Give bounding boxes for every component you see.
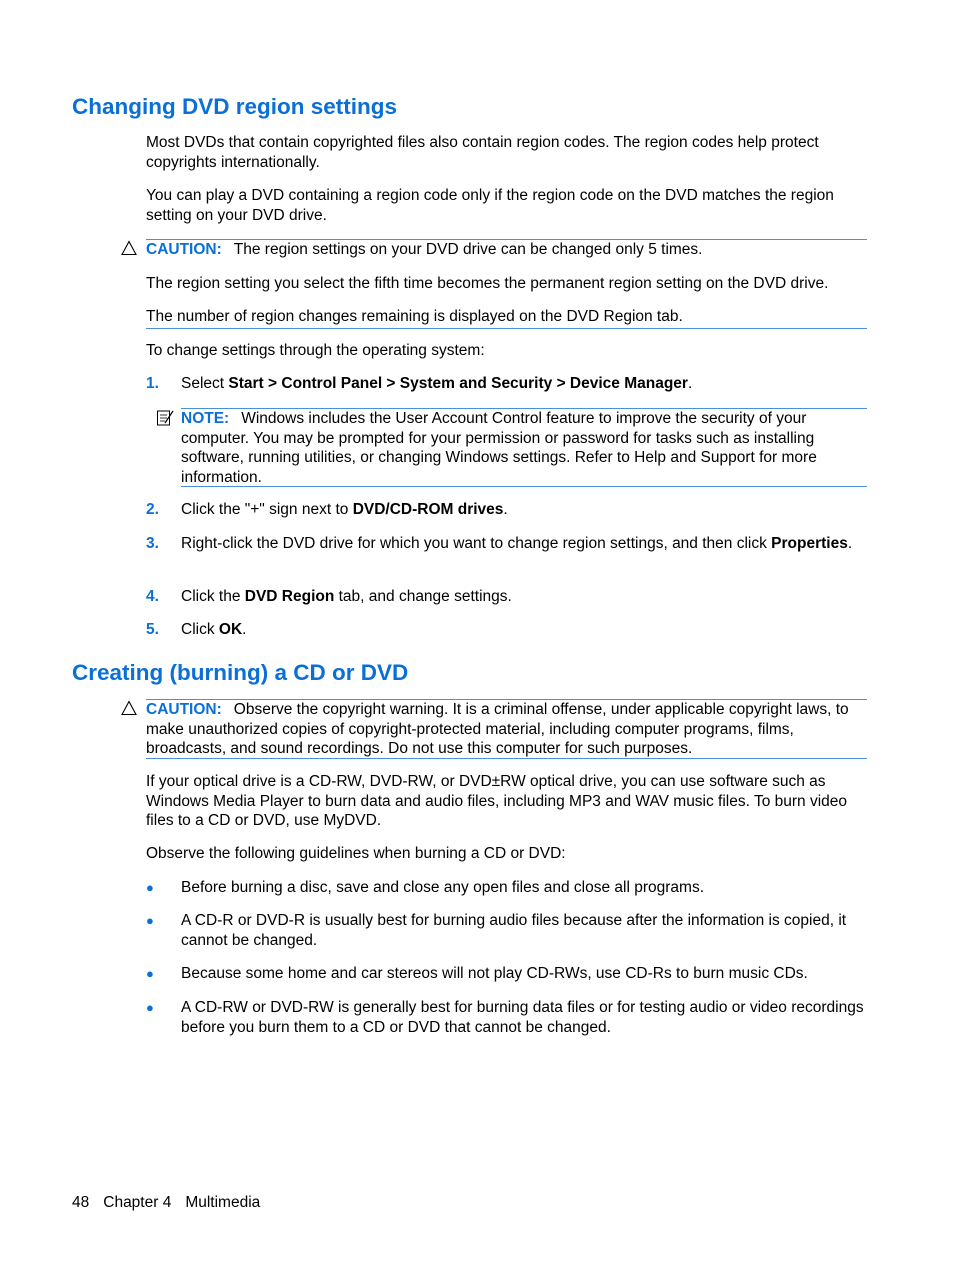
- note-pad-icon: [156, 409, 174, 427]
- section-heading-dvd-region: Changing DVD region settings: [72, 94, 398, 119]
- paragraph: You can play a DVD containing a region code only if the region code on the DVD matches the region setting on your DVD drive.: [146, 187, 834, 224]
- warning-triangle-icon: [121, 700, 137, 716]
- step-text: Click OK.: [181, 621, 247, 638]
- step-number: 3.: [146, 535, 159, 552]
- caution-text: Observe the copyright warning. It is a criminal offense, under applicable copyright laws, to make unauthorized copies of copyright-protected material, including computer programs, films, broadcasts, and sound recordings. Do not use this computer for such purposes.: [146, 701, 849, 757]
- page-footer: [72, 1193, 274, 1213]
- chapter-title: Multimedia: [185, 1194, 261, 1211]
- step-number: 1.: [146, 375, 159, 392]
- section-heading-burning: Creating (burning) a CD or DVD: [72, 660, 409, 685]
- list-item: A CD-RW or DVD-RW is generally best for burning data files or for testing audio or video recordings before you burn them to a CD or DVD that cannot be changed.: [181, 999, 864, 1036]
- caution-paragraph: The region setting you select the fifth time becomes the permanent region setting on the DVD drive.: [146, 275, 829, 292]
- step-text: Click the "+" sign next to DVD/CD-ROM drives.: [181, 501, 508, 518]
- bullet-icon: ●: [146, 1000, 154, 1015]
- paragraph: If your optical drive is a CD-RW, DVD-RW, or DVD±RW optical drive, you can use software such as Windows Media Player to burn data and audio files, including MP3 and WAV music files. To burn video files to a CD or DVD, use MyDVD.: [146, 773, 848, 829]
- list-item: Before burning a disc, save and close any open files and close all programs.: [181, 879, 704, 896]
- paragraph: Most DVDs that contain copyrighted files also contain region codes. The region codes help protect copyrights internationally.: [146, 134, 819, 171]
- step-number: 5.: [146, 621, 159, 638]
- step-text: Right-click the DVD drive for which you want to change region settings, and then click Properties.: [181, 535, 853, 552]
- step-text: Select Start > Control Panel > System and Security > Device Manager.: [181, 375, 693, 392]
- caution-box-region: [146, 239, 867, 329]
- chapter-label: Chapter 4: [103, 1194, 172, 1211]
- note-box-uac: [181, 408, 867, 487]
- page-number: 48: [72, 1194, 90, 1211]
- warning-triangle-icon: [121, 240, 137, 256]
- bullet-icon: ●: [146, 880, 154, 895]
- step-number: 2.: [146, 501, 159, 518]
- bullet-icon: ●: [146, 913, 154, 928]
- paragraph: To change settings through the operating system:: [146, 342, 485, 359]
- note-text: Windows includes the User Account Control feature to improve the security of your computer. You may be prompted for your permission or password for tasks such as installing software, running utilities, or changing Windows settings. Refer to Help and Support for more information.: [181, 410, 817, 486]
- caution-paragraph: The number of region changes remaining is displayed on the DVD Region tab.: [146, 308, 683, 325]
- list-item: Because some home and car stereos will not play CD-RWs, use CD-Rs to burn music CDs.: [181, 965, 808, 982]
- caution-label: CAUTION:: [146, 701, 222, 718]
- caution-label: CAUTION:: [146, 241, 222, 258]
- note-label: NOTE:: [181, 410, 230, 427]
- step-text: Click the DVD Region tab, and change settings.: [181, 588, 512, 605]
- list-item: A CD-R or DVD-R is usually best for burning audio files because after the information is copied, it cannot be changed.: [181, 912, 847, 949]
- step-number: 4.: [146, 588, 159, 605]
- caution-text: The region settings on your DVD drive can be changed only 5 times.: [233, 241, 703, 258]
- caution-box-copyright: [146, 699, 867, 759]
- bullet-icon: ●: [146, 966, 154, 981]
- paragraph: Observe the following guidelines when burning a CD or DVD:: [146, 845, 566, 862]
